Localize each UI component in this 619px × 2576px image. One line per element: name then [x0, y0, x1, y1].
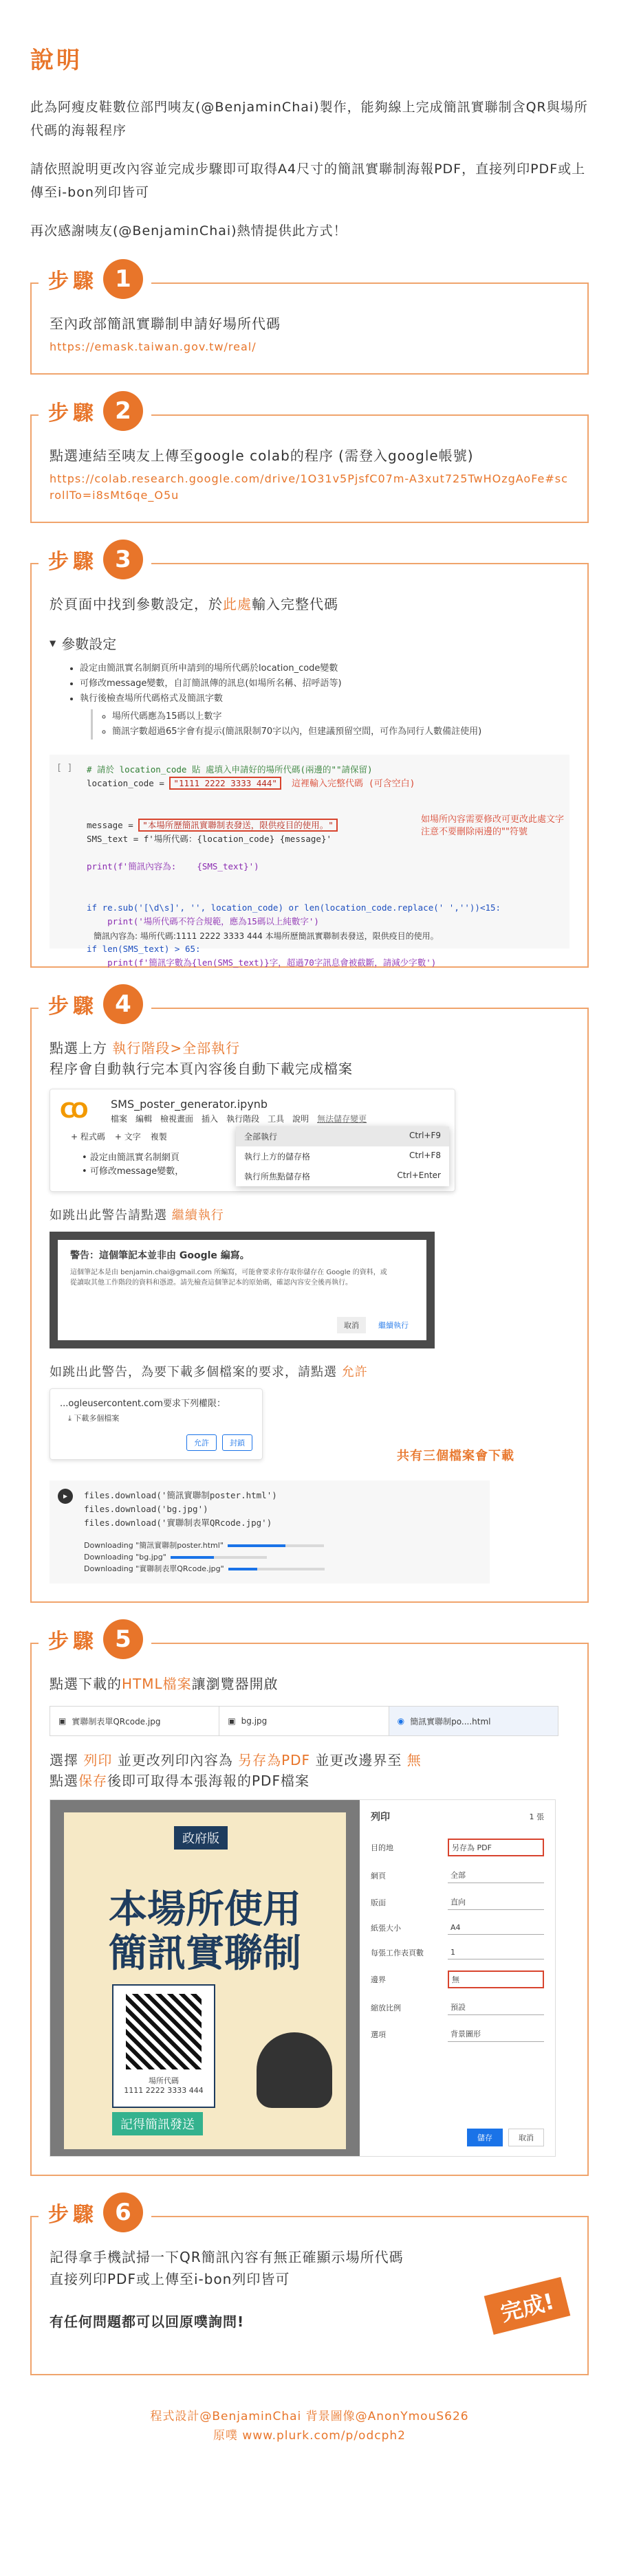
file-icon: ▣: [228, 1716, 236, 1726]
step-3-label: 步驟 3: [39, 540, 151, 579]
print-row-per-sheet: 每張工作表頁數 1: [371, 1946, 544, 1959]
list-item: • 設定由簡訊實名制網頁所申請到的場所代碼於location_code變數: [80, 661, 569, 676]
footer-link[interactable]: 原噗 www.plurk.com/p/odcph2: [213, 2429, 406, 2443]
print-row-scale: 縮放比例 預設: [371, 1999, 544, 2015]
intro-paragraph-2: 請依照說明更改內容並完成步驟即可取得A4尺寸的簡訊實聯制海報PDF，直接列印PDF或上傳至i-bon列印皆可: [30, 162, 586, 200]
notebook-filename[interactable]: SMS_poster_generator.ipynb: [111, 1098, 268, 1111]
print-row-destination: 目的地 另存為 PDF: [371, 1839, 544, 1856]
param-section-header[interactable]: [50, 633, 569, 653]
step-5-label: 步驟 5: [39, 1619, 151, 1659]
step-6-label: 步驟 6: [39, 2192, 151, 2232]
menu-item[interactable]: 說明: [292, 1114, 310, 1124]
code-cell[interactable]: [50, 755, 569, 968]
list-item: • 可修改message變數，自訂簡訊傳的訊息(如場所名稱、招呼語等): [80, 676, 569, 691]
print-row-options: 選項 背景圖形: [371, 2026, 544, 2042]
continue-button[interactable]: 繼續執行: [378, 1321, 409, 1330]
run-cell-icon[interactable]: [ ]: [56, 763, 73, 773]
step-4-number: 4: [103, 984, 143, 1024]
colab-menubar: [111, 1113, 367, 1124]
step-4-label: 步驟 4: [39, 984, 151, 1024]
unsaved-notice: 無法儲存變更: [317, 1114, 367, 1124]
margins-select[interactable]: 無: [448, 1970, 544, 1988]
colab-window: [50, 1089, 455, 1192]
code-editor[interactable]: # 請於 location_code 貼 處填入申請好的場所代碼(兩邊的""請保留) location_code = "1111 2222 3333 444" 這裡輸入完整代碼 (可含空白) message = "本場所歷簡訊實聯制表發送，限供疫目的使用。" SMS_text = f'場所代碼：{location_code} {message}' print(f'簡訊內容為: {SMS_text}') if re.sub('[\d\s]', '', location_code) or len(location_code.replace(' ',''))<15: print('場所代碼不符合規範，應為15碼以上純數字') if len(SMS_text) > 65: print(f'簡訊字數為{len(SMS_text)}字，超過70字訊息會被截斷，請減少字數'): [87, 764, 501, 968]
warning-instruction: 如跳出此警告請點選 繼續執行: [50, 1208, 224, 1223]
param-bullets: [80, 661, 569, 707]
warning-body: 這個筆記本是由 benjamin.chai@gmail.com 所編寫，可能會要求你存取你儲存在 Google 的資料，或從讀取其他工作階段的資料和憑證。請先檢查這個筆記本的原始碼，確認內容安全後再執行。: [70, 1269, 387, 1287]
step-3-number: 3: [103, 540, 143, 579]
permission-desc: ⤓ 下載多個檔案: [68, 1414, 120, 1423]
location-code-value[interactable]: "1111 2222 3333 444": [169, 777, 281, 790]
message-value[interactable]: "本場所歷簡訊實聯制表發送，限供疫目的使用。": [138, 819, 338, 832]
progress-fill: [228, 1568, 257, 1570]
per-sheet-select[interactable]: 1: [448, 1946, 544, 1959]
colab-bullets: • 設定由簡訊實名制網頁 • 可修改message變數，: [82, 1153, 184, 1177]
footer-credits: 程式設計@BenjaminChai 背景圖像@AnonYmouS626: [150, 2410, 469, 2423]
add-code-button[interactable]: + 程式碼: [71, 1132, 105, 1142]
poster-headline: 本場所使用 簡訊實聯制: [109, 1887, 301, 1976]
download-item-qrcode[interactable]: ▣ 實聯制表單QRcode.jpg: [50, 1706, 219, 1736]
intro-paragraph-1: 此為阿瘦皮鞋數位部門咦友(@BenjaminChai)製作，能夠線上完成簡訊實聯制含QR與場所代碼的海報程序: [30, 100, 588, 138]
menu-item[interactable]: 編輯: [135, 1114, 153, 1124]
step-6-line-2: 直接列印PDF或上傳至i-bon列印皆可: [50, 2271, 290, 2287]
step-2-link[interactable]: https://colab.research.google.com/drive/1O31v5PjsfC07m-A3xut725TwHOzgAoFe#scrollTo=i8sMt6qe_O5u: [50, 472, 568, 502]
play-icon[interactable]: ▶: [58, 1489, 73, 1504]
step-1-link[interactable]: https://emask.taiwan.gov.tw/real/: [50, 340, 257, 353]
download-cell: [50, 1480, 490, 1584]
cancel-button[interactable]: 取消: [337, 1317, 366, 1333]
colab-logo: CO: [60, 1099, 85, 1123]
qr-code: 場所代碼 1111 2222 3333 444: [112, 1984, 215, 2108]
menu-item[interactable]: 工具: [268, 1114, 285, 1124]
done-stamp: 完成!: [484, 2277, 570, 2335]
warning-dialog: [50, 1232, 435, 1348]
param-section-title: 參數設定: [61, 636, 117, 652]
step-1-title: 至內政部簡訊實聯制申請好場所代碼: [50, 315, 281, 332]
step-3: [30, 546, 589, 968]
background-checkbox[interactable]: 背景圖形: [448, 2026, 544, 2042]
list-item: ◦ 場所代碼應為15碼以上數字: [112, 709, 569, 724]
destination-select[interactable]: 另存為 PDF: [448, 1839, 544, 1856]
chrome-icon: ◉: [397, 1716, 405, 1726]
print-instruction: 選擇 列印 並更改列印內容為 另存為PDF 並更改邊界至 無 點選保存後即可取得本張海報的PDF檔案: [50, 1752, 422, 1789]
run-all-menu-item[interactable]: 全部執行 Ctrl+F9: [236, 1126, 449, 1146]
paper-select[interactable]: A4: [448, 1921, 544, 1935]
step-4-title: 點選上方 執行階段>全部執行 程序會自動執行完本頁內容後自動下載完成檔案: [50, 1040, 353, 1077]
run-before-menu-item[interactable]: 執行上方的儲存格 Ctrl+F8: [244, 1151, 441, 1162]
intro-paragraph-3: 再次感謝咦友(@BenjaminChai)熱情提供此方式！: [30, 223, 347, 238]
step-2-number: 2: [103, 391, 143, 431]
step-2: [30, 397, 589, 523]
step-2-title: 點選連結至咦友上傳至google colab的程序 (需登入google帳號): [50, 447, 474, 464]
param-sub-bullets: [91, 709, 569, 740]
permission-heading: ...ogleusercontent.com要求下列權限：: [60, 1399, 226, 1409]
step-6: [30, 2199, 589, 2375]
menu-item[interactable]: 插入: [202, 1114, 219, 1124]
poster-tag: 政府版: [174, 1826, 228, 1850]
footer: [30, 2407, 589, 2445]
cancel-button[interactable]: 取消: [508, 2129, 544, 2146]
print-settings: 列印 1 張 目的地 另存為 PDF 網頁 全部 版面 直向 紙張大小 A4 每張工作表頁數 1 邊界 無 縮放比例 預設 選項 背景圖形 儲存 取消: [360, 1800, 555, 2156]
step-6-line-1: 記得拿手機試掃一下QR簡訊內容有無正確顯示場所代碼: [50, 2249, 404, 2265]
runtime-dropdown: [236, 1126, 449, 1186]
download-icon: ⤓: [68, 1414, 72, 1423]
run-focused-menu-item[interactable]: 執行所焦點儲存格 Ctrl+Enter: [244, 1170, 441, 1181]
download-code: files.download('簡訊實聯制poster.html') files.download('bg.jpg') files.download('實聯制表單QRcode.jpg'): [84, 1490, 277, 1528]
save-button[interactable]: 儲存: [467, 2129, 503, 2146]
step-6-number: 6: [103, 2192, 143, 2232]
intro-section: [30, 0, 589, 243]
step-6-question: 有任何問題都可以回原噗詢問!: [50, 2313, 245, 2330]
pages-select[interactable]: 全部: [448, 1867, 544, 1883]
colab-toolbar: [71, 1131, 167, 1142]
allow-button[interactable]: 允許: [186, 1434, 217, 1451]
print-preview: [50, 1800, 360, 2156]
menu-item[interactable]: 檢視畫面: [160, 1114, 194, 1124]
download-bar: [50, 1706, 558, 1736]
poster-preview: [64, 1812, 346, 2149]
message-note: 如場所內容需要修改可更改此處文字 注意不要刪除兩邊的""符號: [421, 814, 565, 837]
print-row-paper: 紙張大小 A4: [371, 1921, 544, 1935]
code-output: 簡訊內容為: 場所代碼:1111 2222 3333 444 本場所歷簡訊實聯制表發送，限供疫目的使用。: [94, 931, 439, 941]
menu-item[interactable]: 檔案: [111, 1114, 128, 1124]
add-text-button[interactable]: + 文字: [114, 1132, 141, 1142]
permission-dialog: [50, 1388, 263, 1460]
print-row-layout: 版面 直向: [371, 1894, 544, 1910]
step-2-label: 步驟 2: [39, 391, 151, 431]
location-code-note: 這裡輸入完整代碼 (可含空白): [292, 779, 415, 789]
download-item-bg[interactable]: ▣ bg.jpg: [219, 1706, 388, 1736]
step-5-number: 5: [103, 1619, 143, 1659]
permission-instruction: 如跳出此警告，為要下載多個檔案的要求，請點選 允許: [50, 1365, 368, 1379]
list-item: • 執行後檢查場所代碼格式及簡訊字數: [80, 691, 569, 707]
download-item-html[interactable]: ◉ 簡訊實聯制po....html: [389, 1706, 558, 1736]
step-1: [30, 265, 589, 375]
warning-heading: 警告：這個筆記本並非由 Google 編寫。: [70, 1250, 250, 1261]
file-icon: ▣: [58, 1716, 67, 1726]
scale-select[interactable]: 預設: [448, 1999, 544, 2015]
block-button[interactable]: 封鎖: [222, 1434, 252, 1451]
step-5: [30, 1625, 589, 2176]
step-5-title: 點選下載的HTML檔案讓瀏覽器開啟: [50, 1676, 279, 1692]
step-4: [30, 990, 589, 1603]
chevron-down-icon: ▼: [50, 638, 56, 648]
poster-footer: 記得簡訊發送: [112, 2112, 203, 2135]
download-progress: Downloading "簡訊實聯制poster.html" Downloading "bg.jpg" Downloading "實聯制表單QRcode.jpg": [84, 1540, 325, 1575]
progress-fill: [228, 1544, 285, 1547]
print-dialog: [50, 1799, 556, 2157]
layout-select[interactable]: 直向: [448, 1894, 544, 1910]
cat-illustration: [257, 2032, 332, 2108]
print-row-margins: 邊界 無: [371, 1970, 544, 1988]
print-row-pages: 網頁 全部: [371, 1867, 544, 1883]
step-3-title: 於頁面中找到參數設定，於此處輸入完整代碼: [50, 596, 338, 612]
three-files-note: 共有三個檔案會下載: [397, 1449, 514, 1463]
progress-fill: [171, 1556, 214, 1559]
step-1-number: 1: [103, 259, 143, 299]
menu-item-runtime[interactable]: 執行階段: [226, 1114, 260, 1124]
step-1-label: 步驟 1: [39, 259, 151, 299]
print-title: 列印: [371, 1812, 390, 1823]
list-item: ◦ 簡訊字數超過65字會有提示(簡訊限制70字以內，但建議預留空間，可作為同行人數備註使用): [112, 724, 569, 740]
copy-button[interactable]: 複製: [150, 1132, 167, 1142]
intro-title: 說明: [30, 47, 83, 74]
